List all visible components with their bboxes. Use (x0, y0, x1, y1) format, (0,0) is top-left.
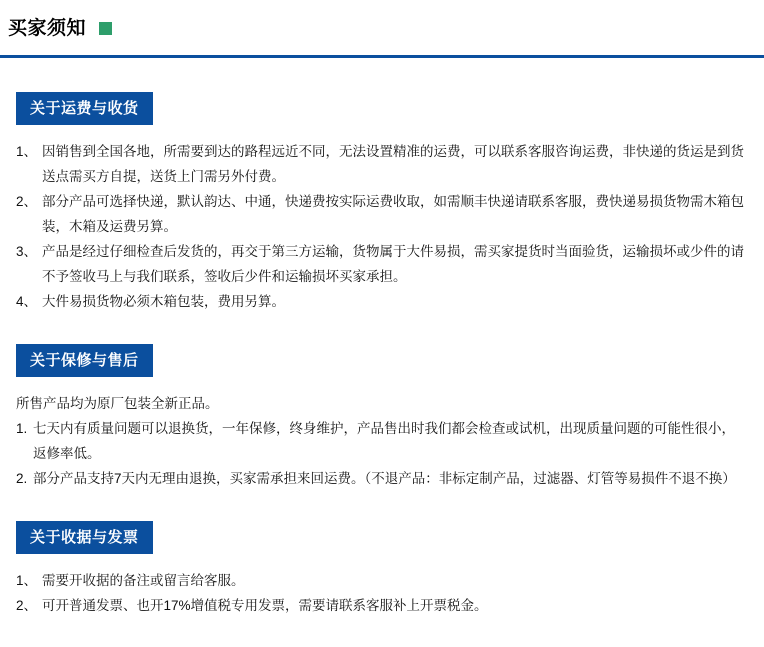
list-marker: 4、 (16, 294, 38, 309)
list-text: 部分产品支持7天内无理由退换，买家需承担来回运费。（不退产品：非标定制产品，过滤器、灯管等易损件不退不换） (33, 471, 736, 486)
header-divider (0, 55, 764, 58)
page-title: 买家须知 (8, 18, 87, 39)
page-header (0, 0, 764, 58)
content-area (0, 92, 764, 618)
invoice-list (16, 568, 748, 618)
section-body-shipping (16, 139, 748, 314)
list-item (16, 466, 748, 491)
list-marker: 1. (16, 421, 28, 436)
list-item (16, 139, 748, 189)
list-item (16, 593, 748, 618)
list-item (16, 568, 748, 593)
list-item (16, 239, 748, 289)
list-marker: 3、 (16, 244, 38, 259)
section-heading-warranty: 关于保修与售后 (16, 344, 153, 377)
list-item (16, 289, 748, 314)
list-text: 需要开收据的备注或留言给客服。 (42, 573, 245, 588)
section-heading-shipping: 关于运费与收货 (16, 92, 153, 125)
green-square-icon (99, 22, 112, 35)
list-marker: 2. (16, 471, 28, 486)
list-marker: 2、 (16, 598, 38, 613)
section-body-invoice (16, 568, 748, 618)
list-item (16, 189, 748, 239)
list-marker: 2、 (16, 194, 38, 209)
section-heading-invoice: 关于收据与发票 (16, 521, 153, 554)
warranty-list (16, 416, 748, 491)
section-shipping (16, 92, 748, 314)
list-marker: 1、 (16, 144, 38, 159)
shipping-list (16, 139, 748, 314)
list-marker: 1、 (16, 573, 38, 588)
warranty-lead-text: 所售产品均为原厂包装全新正品。 (16, 396, 219, 411)
list-text: 产品是经过仔细检查后发货的，再交于第三方运输，货物属于大件易损，需买家提货时当面验货，运输损坏或少件的请不予签收马上与我们联系，签收后少件和运输损坏买家承担。 (42, 244, 744, 284)
section-warranty (16, 344, 748, 491)
list-text: 大件易损货物必须木箱包装，费用另算。 (42, 294, 285, 309)
list-text: 因销售到全国各地，所需要到达的路程远近不同，无法设置精准的运费，可以联系客服咨询运费，非快递的货运是到货送点需买方自提，送货上门需另外付费。 (42, 144, 744, 184)
list-text: 七天内有质量问题可以退换货，一年保修，终身维护，产品售出时我们都会检查或试机，出现质量问题的可能性很小，返修率低。 (33, 421, 735, 461)
list-item (16, 416, 748, 466)
section-body-warranty (16, 391, 748, 491)
section-invoice (16, 521, 748, 618)
list-text: 可开普通发票、也开17%增值税专用发票，需要请联系客服补上开票税金。 (42, 598, 488, 613)
list-text: 部分产品可选择快递，默认韵达、中通，快递费按实际运费收取，如需顺丰快递请联系客服，费快递易损货物需木箱包装，木箱及运费另算。 (42, 194, 744, 234)
